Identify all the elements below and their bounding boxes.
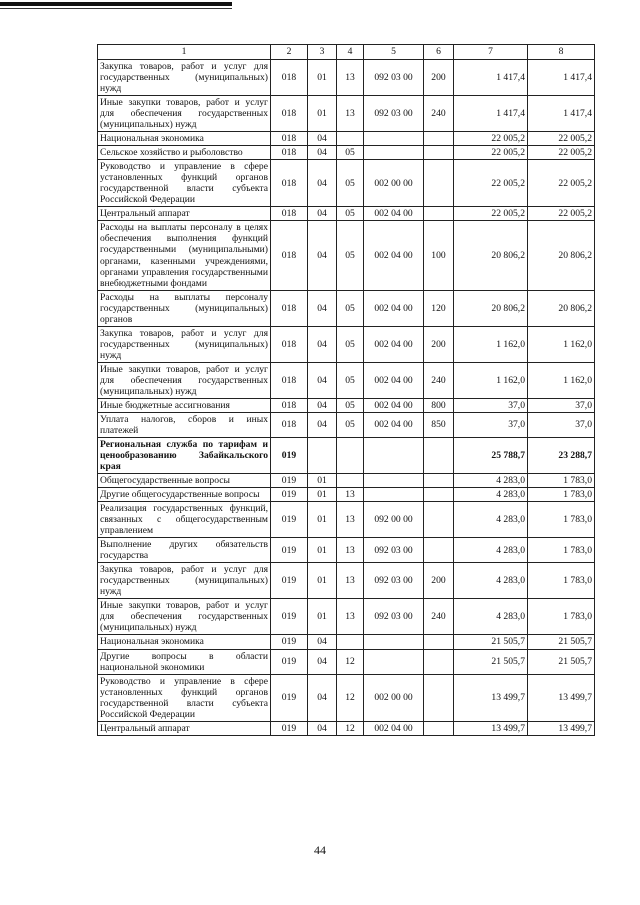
row-amount-col8: 37,0 (528, 398, 595, 412)
row-ministry-code: 018 (271, 132, 308, 146)
row-expense-type: 200 (424, 563, 454, 599)
row-amount-col7: 22 005,2 (454, 146, 528, 160)
row-target-article: 002 04 00 (364, 207, 424, 221)
row-expense-type (424, 160, 454, 207)
row-section-code: 04 (308, 412, 337, 437)
row-expense-type (424, 132, 454, 146)
table-row (98, 412, 595, 437)
row-expense-type: 240 (424, 599, 454, 635)
row-expense-type (424, 502, 454, 538)
row-subsection-code: 05 (337, 398, 364, 412)
row-amount-col7: 25 788,7 (454, 437, 528, 473)
row-section-code: 04 (308, 290, 337, 326)
row-expense-type (424, 474, 454, 488)
row-name: Выполнение других обязательств государства (98, 538, 271, 563)
row-name: Уплата налогов, сборов и иных платежей (98, 412, 271, 437)
row-name: Иные закупки товаров, работ и услуг для обеспечения государственных (муниципальных) нужд (98, 96, 271, 132)
table-row (98, 488, 595, 502)
row-subsection-code: 12 (337, 649, 364, 674)
row-name: Закупка товаров, работ и услуг для государственных (муниципальных) нужд (98, 563, 271, 599)
row-ministry-code: 018 (271, 96, 308, 132)
table-row (98, 674, 595, 721)
row-target-article (364, 649, 424, 674)
row-subsection-code: 05 (337, 160, 364, 207)
row-ministry-code: 018 (271, 290, 308, 326)
row-subsection-code (337, 635, 364, 649)
row-ministry-code: 019 (271, 563, 308, 599)
row-amount-col8: 22 005,2 (528, 207, 595, 221)
row-amount-col8: 13 499,7 (528, 674, 595, 721)
row-section-code: 01 (308, 538, 337, 563)
row-amount-col7: 1 162,0 (454, 326, 528, 362)
row-target-article (364, 635, 424, 649)
row-name: Иные закупки товаров, работ и услуг для обеспечения государственных (муниципальных) нужд (98, 599, 271, 635)
header-col-2: 2 (271, 45, 308, 60)
table-row (98, 290, 595, 326)
row-amount-col8: 20 806,2 (528, 290, 595, 326)
row-expense-type (424, 635, 454, 649)
budget-table (97, 44, 595, 736)
row-subsection-code (337, 437, 364, 473)
row-section-code: 04 (308, 635, 337, 649)
row-expense-type (424, 538, 454, 563)
row-amount-col8: 22 005,2 (528, 146, 595, 160)
row-expense-type: 240 (424, 96, 454, 132)
row-section-code: 04 (308, 132, 337, 146)
row-target-article: 002 00 00 (364, 674, 424, 721)
row-amount-col8: 21 505,7 (528, 649, 595, 674)
row-amount-col8: 1 417,4 (528, 60, 595, 96)
row-name: Расходы на выплаты персоналу государственных (муниципальных) органов (98, 290, 271, 326)
row-section-code: 04 (308, 221, 337, 290)
row-ministry-code: 019 (271, 674, 308, 721)
header-col-5: 5 (364, 45, 424, 60)
table-row (98, 207, 595, 221)
table-row (98, 563, 595, 599)
row-ministry-code: 018 (271, 221, 308, 290)
row-target-article (364, 146, 424, 160)
row-target-article: 002 04 00 (364, 326, 424, 362)
row-name: Сельское хозяйство и рыболовство (98, 146, 271, 160)
row-target-article: 092 03 00 (364, 599, 424, 635)
row-amount-col7: 4 283,0 (454, 488, 528, 502)
row-amount-col8: 1 162,0 (528, 326, 595, 362)
row-target-article: 002 04 00 (364, 362, 424, 398)
row-amount-col7: 37,0 (454, 398, 528, 412)
row-subsection-code: 13 (337, 563, 364, 599)
row-subsection-code: 05 (337, 221, 364, 290)
table-row (98, 60, 595, 96)
row-expense-type: 200 (424, 326, 454, 362)
table-row (98, 635, 595, 649)
row-subsection-code: 05 (337, 146, 364, 160)
row-ministry-code: 018 (271, 398, 308, 412)
row-name: Общегосударственные вопросы (98, 474, 271, 488)
row-amount-col8: 1 783,0 (528, 502, 595, 538)
table-row (98, 721, 595, 735)
row-ministry-code: 019 (271, 538, 308, 563)
table-body (98, 60, 595, 736)
row-section-code: 01 (308, 474, 337, 488)
row-section-code: 01 (308, 488, 337, 502)
row-amount-col7: 37,0 (454, 412, 528, 437)
row-target-article (364, 132, 424, 146)
row-amount-col8: 1 783,0 (528, 538, 595, 563)
row-amount-col8: 37,0 (528, 412, 595, 437)
row-name: Закупка товаров, работ и услуг для государственных (муниципальных) нужд (98, 60, 271, 96)
row-section-code: 04 (308, 649, 337, 674)
row-target-article: 092 03 00 (364, 96, 424, 132)
row-name: Региональная служба по тарифам и ценообразованию Забайкальского края (98, 437, 271, 473)
table-row (98, 398, 595, 412)
row-ministry-code: 018 (271, 160, 308, 207)
row-section-code: 04 (308, 207, 337, 221)
row-subsection-code: 12 (337, 721, 364, 735)
row-subsection-code: 05 (337, 362, 364, 398)
row-name: Иные бюджетные ассигнования (98, 398, 271, 412)
row-name: Центральный аппарат (98, 721, 271, 735)
table-row (98, 649, 595, 674)
row-expense-type: 100 (424, 221, 454, 290)
row-amount-col8: 1 783,0 (528, 488, 595, 502)
row-name: Руководство и управление в сфере установленных функций органов государственной власти субъекта Российской Федерации (98, 674, 271, 721)
row-section-code: 04 (308, 674, 337, 721)
row-target-article: 002 04 00 (364, 412, 424, 437)
row-expense-type (424, 674, 454, 721)
row-ministry-code: 019 (271, 474, 308, 488)
row-amount-col7: 21 505,7 (454, 635, 528, 649)
row-amount-col7: 22 005,2 (454, 132, 528, 146)
row-ministry-code: 019 (271, 649, 308, 674)
row-amount-col8: 1 783,0 (528, 563, 595, 599)
row-expense-type: 850 (424, 412, 454, 437)
row-ministry-code: 018 (271, 326, 308, 362)
row-ministry-code: 019 (271, 502, 308, 538)
row-section-code (308, 437, 337, 473)
header-col-3: 3 (308, 45, 337, 60)
row-ministry-code: 018 (271, 146, 308, 160)
row-name: Расходы на выплаты персоналу в целях обеспечения выполнения функций государственными (муниципальными) органами, казенными учреждениями, органами управления государственными внебюджетными фондами (98, 221, 271, 290)
row-target-article (364, 437, 424, 473)
row-amount-col7: 13 499,7 (454, 721, 528, 735)
row-subsection-code: 05 (337, 207, 364, 221)
row-expense-type: 240 (424, 362, 454, 398)
row-target-article: 002 00 00 (364, 160, 424, 207)
row-subsection-code: 05 (337, 412, 364, 437)
row-subsection-code: 05 (337, 326, 364, 362)
row-subsection-code: 13 (337, 60, 364, 96)
row-amount-col7: 22 005,2 (454, 207, 528, 221)
row-name: Национальная экономика (98, 132, 271, 146)
row-expense-type (424, 437, 454, 473)
row-target-article (364, 488, 424, 502)
row-amount-col8: 22 005,2 (528, 132, 595, 146)
row-amount-col7: 20 806,2 (454, 221, 528, 290)
row-subsection-code: 13 (337, 488, 364, 502)
row-ministry-code: 019 (271, 437, 308, 473)
header-col-8: 8 (528, 45, 595, 60)
row-section-code: 04 (308, 160, 337, 207)
row-subsection-code: 05 (337, 290, 364, 326)
row-amount-col8: 1 783,0 (528, 599, 595, 635)
row-target-article: 092 03 00 (364, 60, 424, 96)
row-expense-type (424, 207, 454, 221)
row-ministry-code: 018 (271, 60, 308, 96)
row-expense-type: 200 (424, 60, 454, 96)
header-col-7: 7 (454, 45, 528, 60)
row-amount-col7: 1 162,0 (454, 362, 528, 398)
table-row (98, 160, 595, 207)
table-row (98, 132, 595, 146)
row-subsection-code: 13 (337, 502, 364, 538)
row-ministry-code: 019 (271, 599, 308, 635)
table-row (98, 362, 595, 398)
row-section-code: 01 (308, 502, 337, 538)
row-name: Другие вопросы в области национальной экономики (98, 649, 271, 674)
row-section-code: 04 (308, 398, 337, 412)
header-row (98, 45, 595, 60)
row-ministry-code: 018 (271, 207, 308, 221)
row-amount-col7: 21 505,7 (454, 649, 528, 674)
header-col-6: 6 (424, 45, 454, 60)
row-subsection-code: 13 (337, 96, 364, 132)
row-section-code: 04 (308, 362, 337, 398)
row-amount-col8: 1 417,4 (528, 96, 595, 132)
row-ministry-code: 018 (271, 362, 308, 398)
page-number: 44 (314, 843, 326, 857)
row-section-code: 01 (308, 599, 337, 635)
row-target-article: 002 04 00 (364, 221, 424, 290)
row-amount-col7: 22 005,2 (454, 160, 528, 207)
row-name: Центральный аппарат (98, 207, 271, 221)
row-subsection-code (337, 132, 364, 146)
row-amount-col8: 23 288,7 (528, 437, 595, 473)
row-target-article (364, 474, 424, 488)
row-subsection-code: 13 (337, 599, 364, 635)
row-target-article: 092 00 00 (364, 502, 424, 538)
row-name: Закупка товаров, работ и услуг для государственных (муниципальных) нужд (98, 326, 271, 362)
row-amount-col7: 4 283,0 (454, 599, 528, 635)
table-row (98, 221, 595, 290)
table-row (98, 96, 595, 132)
row-name: Руководство и управление в сфере установленных функций органов государственной власти субъекта Российской Федерации (98, 160, 271, 207)
row-section-code: 04 (308, 326, 337, 362)
top-rule (0, 2, 232, 6)
table-row (98, 538, 595, 563)
row-amount-col7: 1 417,4 (454, 96, 528, 132)
row-target-article: 092 03 00 (364, 563, 424, 599)
row-target-article: 092 03 00 (364, 538, 424, 563)
row-expense-type: 120 (424, 290, 454, 326)
table-row (98, 474, 595, 488)
header-col-4: 4 (337, 45, 364, 60)
row-amount-col7: 13 499,7 (454, 674, 528, 721)
table-row (98, 146, 595, 160)
row-amount-col7: 1 417,4 (454, 60, 528, 96)
top-rule-thin (0, 8, 232, 9)
row-name: Другие общегосударственные вопросы (98, 488, 271, 502)
row-section-code: 01 (308, 563, 337, 599)
row-target-article: 002 04 00 (364, 721, 424, 735)
row-section-code: 04 (308, 146, 337, 160)
row-expense-type: 800 (424, 398, 454, 412)
table-row (98, 437, 595, 473)
row-expense-type (424, 146, 454, 160)
row-name: Иные закупки товаров, работ и услуг для обеспечения государственных (муниципальных) нужд (98, 362, 271, 398)
row-subsection-code (337, 474, 364, 488)
row-amount-col8: 21 505,7 (528, 635, 595, 649)
row-amount-col8: 13 499,7 (528, 721, 595, 735)
row-amount-col8: 1 162,0 (528, 362, 595, 398)
row-amount-col8: 1 783,0 (528, 474, 595, 488)
row-name: Национальная экономика (98, 635, 271, 649)
table-row (98, 502, 595, 538)
row-ministry-code: 019 (271, 721, 308, 735)
row-amount-col8: 22 005,2 (528, 160, 595, 207)
row-ministry-code: 019 (271, 635, 308, 649)
row-section-code: 01 (308, 60, 337, 96)
row-amount-col7: 4 283,0 (454, 502, 528, 538)
row-amount-col7: 4 283,0 (454, 563, 528, 599)
row-target-article: 002 04 00 (364, 398, 424, 412)
header-col-1: 1 (98, 45, 271, 60)
row-section-code: 04 (308, 721, 337, 735)
row-amount-col8: 20 806,2 (528, 221, 595, 290)
row-subsection-code: 12 (337, 674, 364, 721)
row-amount-col7: 4 283,0 (454, 538, 528, 563)
row-target-article: 002 04 00 (364, 290, 424, 326)
row-amount-col7: 20 806,2 (454, 290, 528, 326)
row-expense-type (424, 721, 454, 735)
table-row (98, 326, 595, 362)
row-section-code: 01 (308, 96, 337, 132)
row-ministry-code: 018 (271, 412, 308, 437)
row-ministry-code: 019 (271, 488, 308, 502)
table-row (98, 599, 595, 635)
row-subsection-code: 13 (337, 538, 364, 563)
row-expense-type (424, 649, 454, 674)
row-name: Реализация государственных функций, связанных с общегосударственным управлением (98, 502, 271, 538)
row-expense-type (424, 488, 454, 502)
row-amount-col7: 4 283,0 (454, 474, 528, 488)
